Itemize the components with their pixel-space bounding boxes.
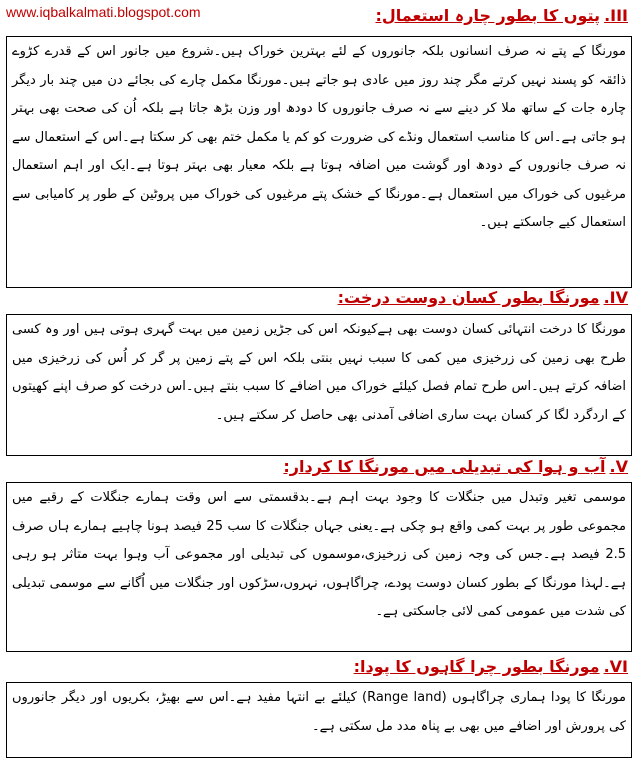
section-number: V. <box>609 457 628 476</box>
section-paragraph-vi: مورنگا کا پودا ہماری چراگاہوں (Range land) کیلئے بے انتہا مفید ہے۔اس سے بھیڑ، بکریوں اور دیگر جانوروں کی پرورش اور اضافے میں بھی بے پناہ مدد مل سکتی ہے۔ <box>12 690 626 734</box>
section-number: III. <box>604 6 628 25</box>
section-title: مورنگا بطور کسان دوست درخت: <box>337 288 600 307</box>
section-number: IV. <box>603 288 628 307</box>
section-heading-iii <box>375 5 628 27</box>
section-title: پتوں کا بطور چارہ استعمال: <box>375 6 601 25</box>
section-heading-v <box>283 456 628 478</box>
section-paragraph-v: موسمی تغیر وتبدل میں جنگلات کا وجود بہت اہم ہے۔بدقسمتی سے اس وقت ہمارے جنگلات کے رقبے میں مجموعی طور پر بہت کمی واقع ہو چکی ہے۔یعنی جہاں جنگلات کا سب 25 فیصد ہونا چاہیے ہمارے ہاں صرف 2.5 فیصد ہے۔جس کی وجہ زمین کی زرخیزی،موسموں کی تبدیلی اور مجموعی آب وہوا بہت متاثر ہو رہی ہے۔لہذا مورنگا کے بطور کسان دوست پودے، چراگاہوں، نہروں،سڑکوں اور جنگلات میں اُگانے سے موسمی تبدیلی کی شدت میں عمومی کمی لائی جاسکتی ہے۔ <box>12 490 626 619</box>
section-heading-iv <box>338 287 628 309</box>
section-paragraph-iv: مورنگا کا درخت انتہائی کسان دوست بھی ہےکیونکہ اس کی جڑیں زمین میں بہت گہری ہوتی ہیں اور وہ کسی طرح بھی زمین کی زرخیزی میں کمی کا سبب نہیں بنتی بلکہ اس کے پتے زمین پر گر کر اُس کی زرخیزی میں اضافہ کرتے ہیں۔اس طرح تمام فصل کیلئے خوراک میں اضافے کا سبب بنتے ہیں۔اس درخت کو صرف اپنے کھیتوں کے اردگرد لگا کر کسان بہت ساری اضافی آمدنی بھی حاصل کر سکتے ہیں۔ <box>12 322 626 423</box>
section-heading-vi <box>354 656 628 678</box>
section-paragraph-iii: مورنگا کے پتے نہ صرف انسانوں بلکہ جانوروں کے لئے بہترین خوراک ہیں۔شروع میں جانور اس کے قدرے کڑوے ذائقہ کو پسند نہیں کرتے مگر چند روز میں عادی ہو جاتے ہیں۔مورنگا مکمل چارے کی بجائے دن میں چند بار دیگر چارہ جات کے ساتھ ملا کر دینے سے نہ صرف جانوروں کا دودھ اور وزن بڑھ جاتا ہے بلکہ اُن کی صحت بھی بہتر ہو جاتی ہے۔اس کا مناسب استعمال ونڈے کی ضرورت کو کم یا مکمل ختم بھی کر سکتا ہے۔اس کے استعمال سے نہ صرف جانوروں کے دودھ اور گوشت میں اضافہ ہوتا ہے بلکہ معیار بھی بہتر ہوتا ہے۔ایک اور اہم استعمال مرغیوں کی خوراک میں استعمال ہے۔مورنگا کے خشک پتے مرغیوں کی خوراک میں پروٹین کے طور پر کامیابی سے استعمال کیے جاسکتے ہیں۔ <box>12 44 626 230</box>
section-title: مورنگا بطور چرا گاہوں کا پودا: <box>353 657 600 676</box>
section-number: VI. <box>603 657 628 676</box>
site-url: www.iqbalkalmati.blogspot.com <box>6 4 201 20</box>
section-title: آب و ہوا کی تبدیلی میں مورنگا کا کردار: <box>283 457 606 476</box>
